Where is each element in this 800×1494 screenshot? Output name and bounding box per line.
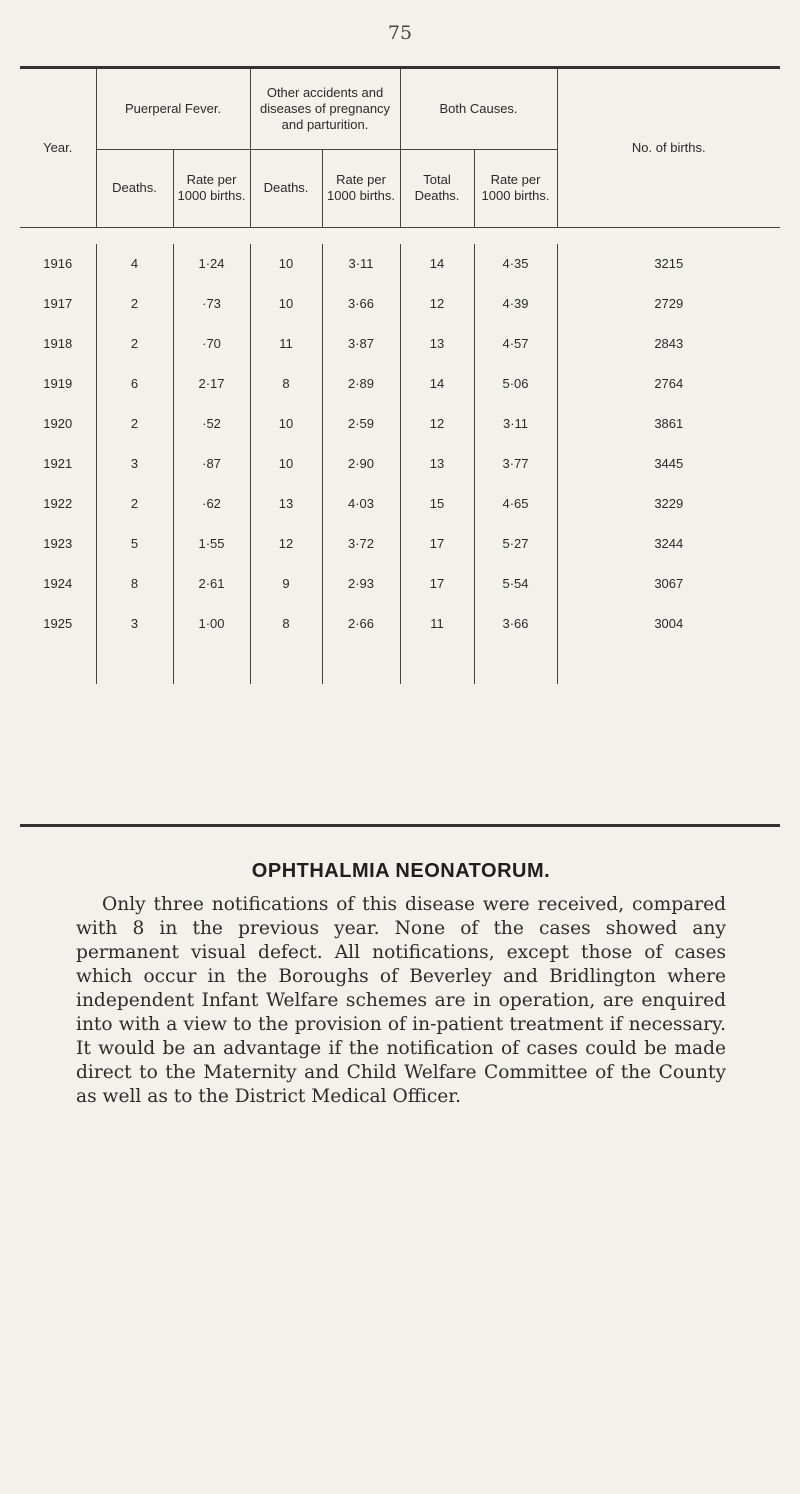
cell-total-deaths: 17 — [400, 524, 474, 564]
cell-year: 1919 — [43, 376, 73, 391]
cell-pf-rate: ·52 — [173, 404, 250, 444]
cell-total-deaths: 12 — [400, 284, 474, 324]
cell-total-deaths: 15 — [400, 484, 474, 524]
cell-total-rate: 4·39 — [474, 284, 557, 324]
cell-oa-deaths: 8 — [250, 604, 322, 644]
table-row — [20, 484, 780, 524]
header-puerperal-fever: Puerperal Fever. — [96, 69, 250, 149]
cell-oa-rate: 2·59 — [322, 404, 400, 444]
cell-total-deaths: 14 — [400, 244, 474, 284]
cell-pf-rate: ·73 — [173, 284, 250, 324]
cell-total-rate: 5·27 — [474, 524, 557, 564]
cell-year: 1917 — [43, 296, 73, 311]
cell-pf-rate: ·62 — [173, 484, 250, 524]
cell-oa-rate: 3·87 — [322, 324, 400, 364]
cell-births: 2764 — [557, 364, 780, 404]
cell-oa-rate: 2·66 — [322, 604, 400, 644]
cell-pf-deaths: 6 — [96, 364, 173, 404]
cell-oa-deaths: 10 — [250, 244, 322, 284]
cell-oa-deaths: 13 — [250, 484, 322, 524]
cell-births: 3004 — [557, 604, 780, 644]
cell-total-rate: 3·11 — [474, 404, 557, 444]
cell-oa-rate: 3·72 — [322, 524, 400, 564]
cell-pf-rate: 1·24 — [173, 244, 250, 284]
cell-oa-deaths: 10 — [250, 404, 322, 444]
cell-year: 1920 — [43, 416, 73, 431]
cell-year: 1925 — [43, 616, 73, 631]
cell-year: 1922 — [43, 496, 73, 511]
cell-pf-deaths: 2 — [96, 404, 173, 444]
cell-total-rate: 3·77 — [474, 444, 557, 484]
cell-oa-rate: 3·11 — [322, 244, 400, 284]
cell-pf-rate: ·87 — [173, 444, 250, 484]
cell-pf-rate: 2·17 — [173, 364, 250, 404]
header-births: No. of births. — [557, 69, 780, 227]
cell-total-deaths: 13 — [400, 324, 474, 364]
ophthalmia-section — [76, 860, 726, 1109]
cell-pf-deaths: 3 — [96, 444, 173, 484]
header-total-deaths: Total Deaths. — [400, 149, 474, 227]
cell-oa-deaths: 12 — [250, 524, 322, 564]
cell-total-rate: 4·65 — [474, 484, 557, 524]
cell-total-deaths: 17 — [400, 564, 474, 604]
header-other-accidents: Other accidents and diseases of pregnancy and parturition. — [250, 69, 400, 149]
cell-births: 3229 — [557, 484, 780, 524]
cell-pf-rate: 1·00 — [173, 604, 250, 644]
table-row — [20, 444, 780, 484]
cell-year: 1921 — [43, 456, 73, 471]
cell-oa-rate: 4·03 — [322, 484, 400, 524]
header-pf-deaths: Deaths. — [96, 149, 173, 227]
cell-pf-deaths: 8 — [96, 564, 173, 604]
cell-total-rate: 5·06 — [474, 364, 557, 404]
header-year: Year. — [20, 69, 96, 227]
cell-year: 1924 — [43, 576, 73, 591]
cell-total-deaths: 12 — [400, 404, 474, 444]
cell-total-rate: 4·35 — [474, 244, 557, 284]
cell-total-deaths: 14 — [400, 364, 474, 404]
cell-total-deaths: 13 — [400, 444, 474, 484]
table-row — [20, 564, 780, 604]
table-row — [20, 604, 780, 644]
table-row — [20, 284, 780, 324]
header-both-causes: Both Causes. — [400, 69, 557, 149]
cell-pf-deaths: 2 — [96, 484, 173, 524]
cell-oa-deaths: 9 — [250, 564, 322, 604]
header-total-rate: Rate per 1000 births. — [474, 149, 557, 227]
cell-pf-deaths: 2 — [96, 324, 173, 364]
cell-oa-deaths: 10 — [250, 284, 322, 324]
header-oa-rate: Rate per 1000 births. — [322, 149, 400, 227]
cell-births: 3067 — [557, 564, 780, 604]
cell-births: 3215 — [557, 244, 780, 284]
cell-oa-rate: 2·93 — [322, 564, 400, 604]
section-paragraph: Only three notifications of this disease were received, compared with 8 in the previous year. None of the cases showed any permanent visual defect. All notifications, except those of cases which occur in the Boroughs of Beverley and Bridlington where independent Infant Welfare schemes are in operation, are enquired into with a view to the provision of in-patient treatment if necessary. It would be an advantage if the notification of cases could be made direct to the Maternity and Child Welfare Committee of the County as well as to the District Medical Officer. — [76, 894, 726, 1107]
table-row — [20, 244, 780, 284]
cell-year: 1918 — [43, 336, 73, 351]
cell-pf-deaths: 5 — [96, 524, 173, 564]
cell-oa-deaths: 8 — [250, 364, 322, 404]
table-row — [20, 364, 780, 404]
table-bottom-rule — [20, 824, 780, 827]
cell-pf-deaths: 2 — [96, 284, 173, 324]
cell-total-rate: 5·54 — [474, 564, 557, 604]
cell-pf-deaths: 4 — [96, 244, 173, 284]
header-pf-rate: Rate per 1000 births. — [173, 149, 250, 227]
table-row — [20, 324, 780, 364]
cell-pf-rate: ·70 — [173, 324, 250, 364]
cell-births: 2729 — [557, 284, 780, 324]
cell-births: 3445 — [557, 444, 780, 484]
page-number: 75 — [387, 22, 413, 44]
section-heading: OPHTHALMIA NEONATORUM. — [251, 860, 551, 882]
cell-pf-rate: 2·61 — [173, 564, 250, 604]
cell-pf-deaths: 3 — [96, 604, 173, 644]
table-row — [20, 524, 780, 564]
cell-year: 1916 — [43, 256, 73, 271]
cell-year: 1923 — [43, 536, 73, 551]
cell-total-rate: 3·66 — [474, 604, 557, 644]
table-row — [20, 404, 780, 444]
cell-oa-deaths: 10 — [250, 444, 322, 484]
maternal-mortality-table — [20, 69, 780, 684]
cell-oa-rate: 2·90 — [322, 444, 400, 484]
header-oa-deaths: Deaths. — [250, 149, 322, 227]
cell-total-deaths: 11 — [400, 604, 474, 644]
cell-births: 3861 — [557, 404, 780, 444]
cell-oa-deaths: 11 — [250, 324, 322, 364]
cell-total-rate: 4·57 — [474, 324, 557, 364]
cell-births: 3244 — [557, 524, 780, 564]
cell-births: 2843 — [557, 324, 780, 364]
cell-oa-rate: 3·66 — [322, 284, 400, 324]
cell-oa-rate: 2·89 — [322, 364, 400, 404]
cell-pf-rate: 1·55 — [173, 524, 250, 564]
